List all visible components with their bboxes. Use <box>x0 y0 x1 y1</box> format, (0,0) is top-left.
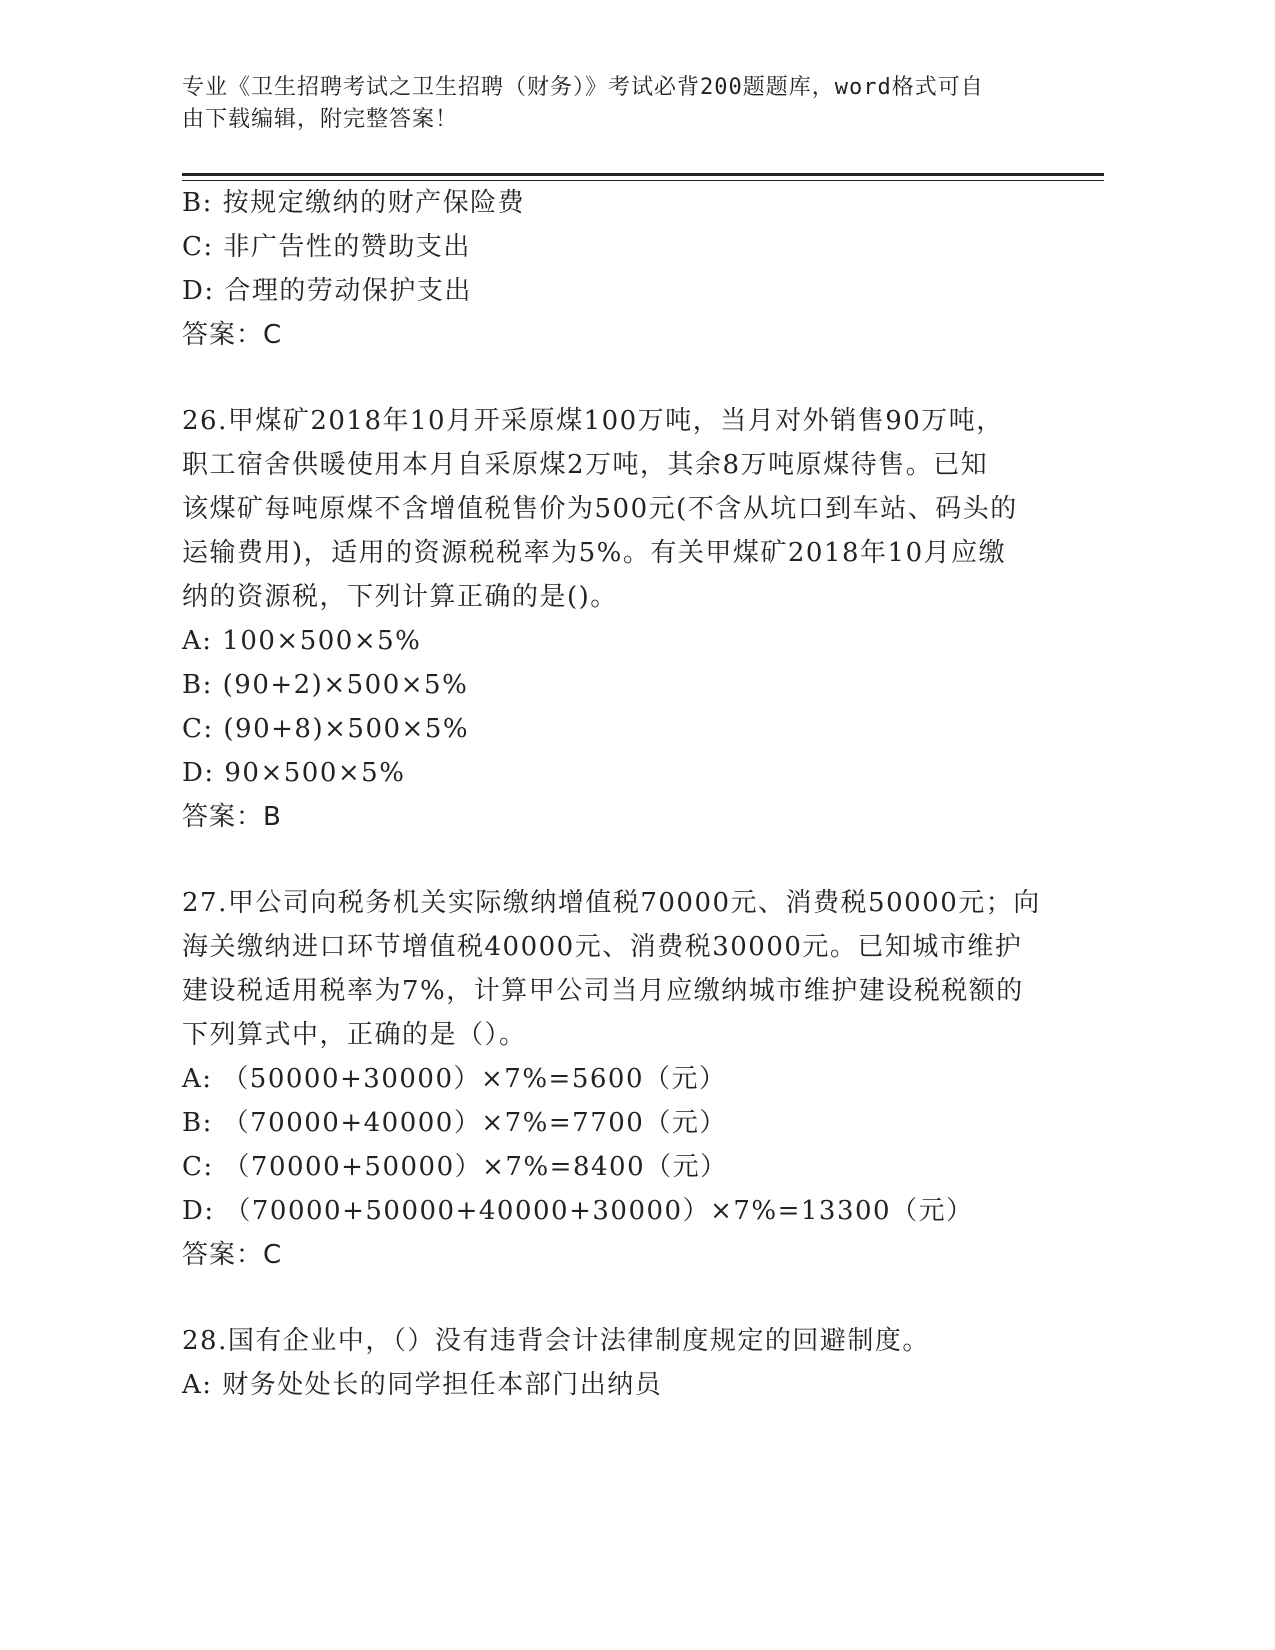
answer-line: 答案：C <box>182 320 283 350</box>
option-line: D: 90×500×5% <box>182 758 406 788</box>
option-line: C: （70000+50000）×7%=8400（元） <box>182 1152 728 1182</box>
question-block-26 <box>182 399 1062 839</box>
option-line: D: 合理的劳动保护支出 <box>182 276 472 306</box>
option-line: A: 100×500×5% <box>182 626 422 656</box>
question-block-28 <box>182 1319 1062 1407</box>
question-stem-line: 27.甲公司向税务机关实际缴纳增值税70000元、消费税50000元；向 <box>182 888 1041 918</box>
question-stem-line: 28.国有企业中，（）没有违背会计法律制度规定的回避制度。 <box>182 1326 930 1356</box>
option-line: B: (90+2)×500×5% <box>182 670 469 700</box>
question-stem-line: 纳的资源税，下列计算正确的是()。 <box>182 582 618 612</box>
question-stem-line: 该煤矿每吨原煤不含增值税售价为500元(不含从坑口到车站、码头的 <box>182 494 1018 524</box>
question-stem-line: 下列算式中，正确的是（）。 <box>182 1020 527 1050</box>
header-divider <box>182 173 1104 176</box>
question-block-prev <box>182 181 1062 357</box>
question-stem-line: 运输费用)，适用的资源税税率为5%。有关甲煤矿2018年10月应缴 <box>182 538 1007 568</box>
answer-line: 答案：B <box>182 802 282 832</box>
question-stem-line: 建设税适用税率为7%，计算甲公司当月应缴纳城市维护建设税税额的 <box>182 976 1024 1006</box>
answer-line: 答案：C <box>182 1240 283 1270</box>
option-line: C: 非广告性的赞助支出 <box>182 232 471 262</box>
question-stem-line: 职工宿舍供暖使用本月自采原煤2万吨，其余8万吨原煤待售。已知 <box>182 450 989 480</box>
document-body <box>182 181 1062 1407</box>
header-line: 由下载编辑，附完整答案！ <box>182 107 459 132</box>
question-stem-line: 26.甲煤矿2018年10月开采原煤100万吨，当月对外销售90万吨， <box>182 406 1004 436</box>
option-line: B: 按规定缴纳的财产保险费 <box>182 188 526 218</box>
question-stem-line: 海关缴纳进口环节增值税40000元、消费税30000元。已知城市维护 <box>182 932 1023 962</box>
question-block-27 <box>182 881 1062 1277</box>
option-line: A: （50000+30000）×7%=5600（元） <box>182 1064 727 1094</box>
header-line: 专业《卫生招聘考试之卫生招聘（财务）》考试必背200题题库，word格式可自 <box>182 75 984 100</box>
option-line: B: （70000+40000）×7%=7700（元） <box>182 1108 727 1138</box>
option-line: C: (90+8)×500×5% <box>182 714 470 744</box>
option-line: D: （70000+50000+40000+30000）×7%=13300（元） <box>182 1196 974 1226</box>
document-header <box>182 72 1062 136</box>
option-line: A: 财务处处长的同学担任本部门出纳员 <box>182 1370 663 1400</box>
